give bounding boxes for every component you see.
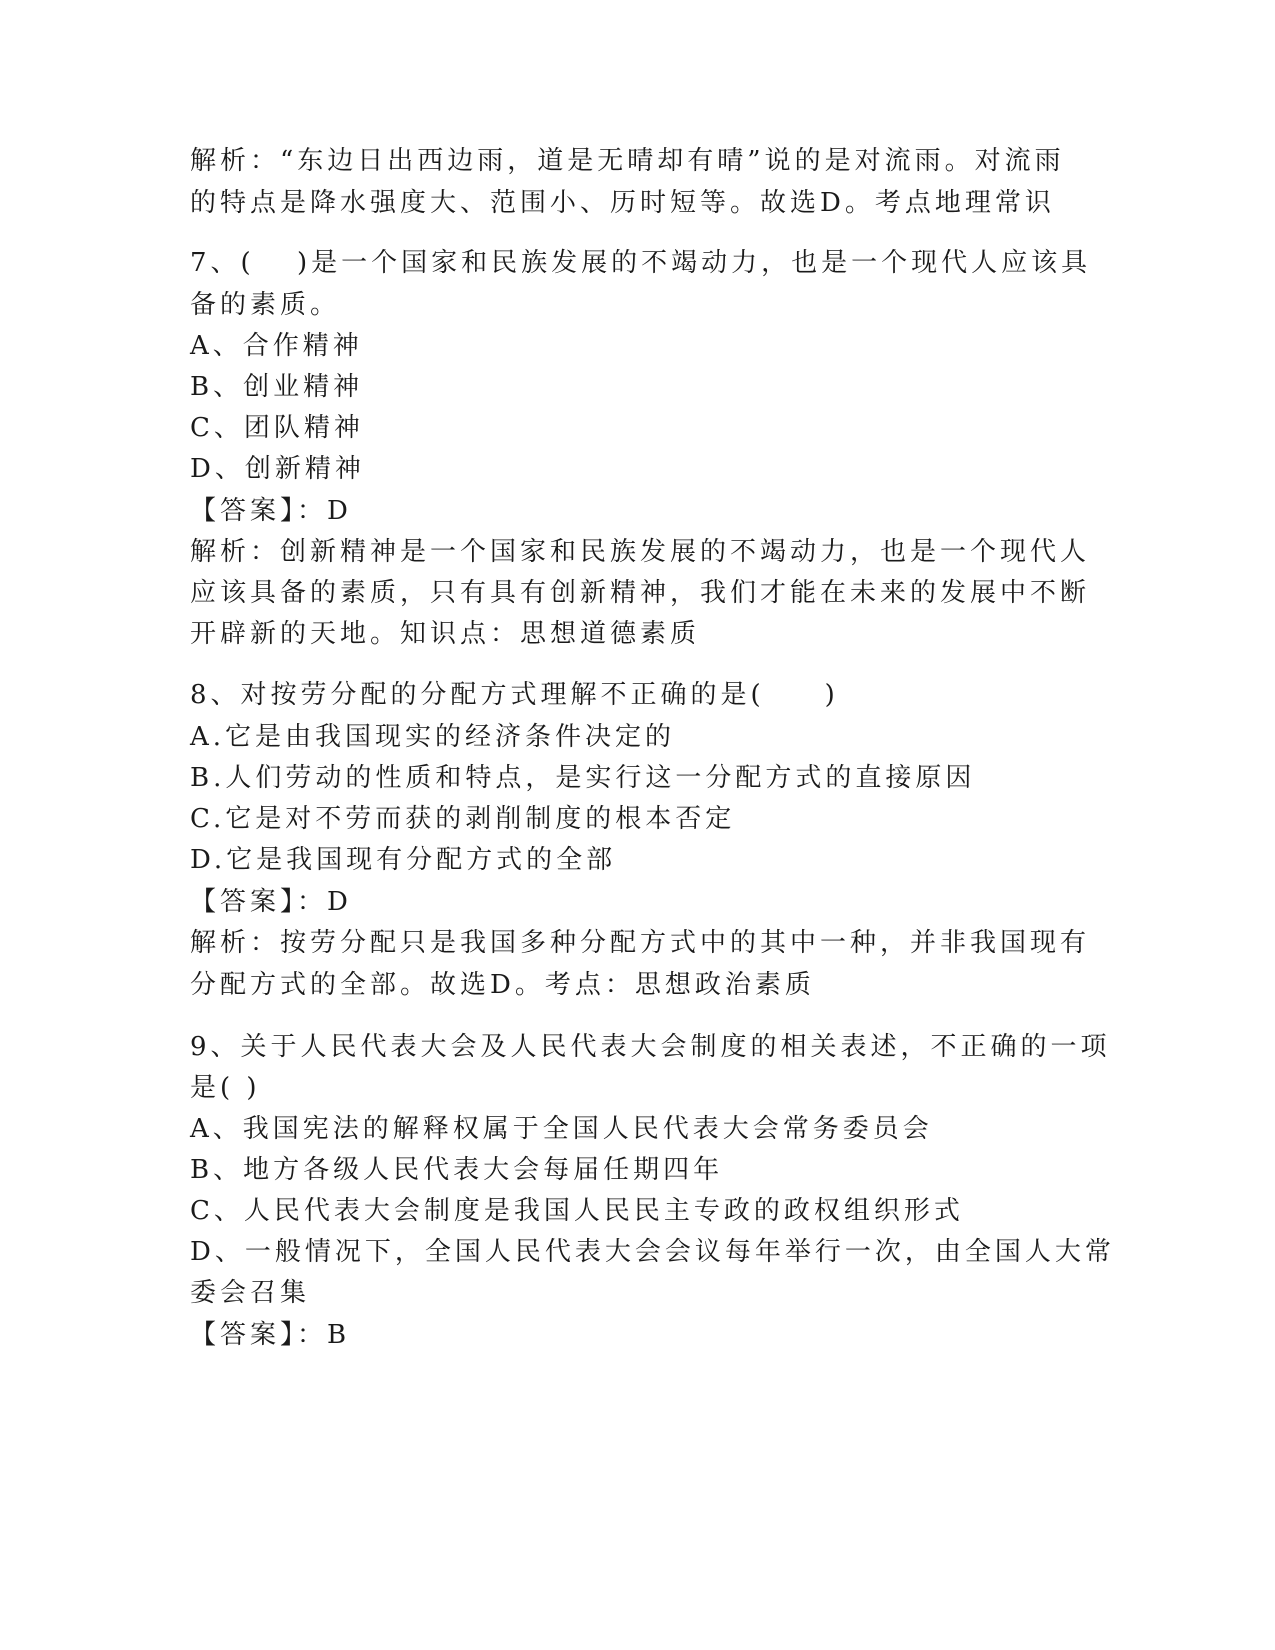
question-8-option-d: D.它是我国现有分配方式的全部 xyxy=(190,845,617,875)
question-8-option-a: A.它是由我国现实的经济条件决定的 xyxy=(190,722,676,752)
question-9-option-b: B、地方各级人民代表大会每届任期四年 xyxy=(190,1155,724,1185)
question-7-analysis: 应该具备的素质，只有具有创新精神，我们才能在未来的发展中不断 xyxy=(190,578,1091,608)
question-9-stem: 9、关于人民代表大会及人民代表大会制度的相关表述，不正确的一项 xyxy=(190,1032,1111,1062)
question-8-answer: 【答案】：D xyxy=(190,887,352,917)
question-7-option-a: A、合作精神 xyxy=(190,331,363,361)
question-7-answer: 【答案】：D xyxy=(190,496,352,526)
question-9-answer: 【答案】：B xyxy=(190,1320,351,1350)
question-7-stem: 7、( )是一个国家和民族发展的不竭动力，也是一个现代人应该具 xyxy=(190,248,1092,278)
question-8-analysis: 解析：按劳分配只是我国多种分配方式中的其中一种，并非我国现有 xyxy=(190,928,1091,958)
question-7-analysis: 解析：创新精神是一个国家和民族发展的不竭动力，也是一个现代人 xyxy=(190,537,1091,567)
question-7-stem: 备的素质。 xyxy=(190,290,341,320)
question-9-option-c: C、人民代表大会制度是我国人民民主专政的政权组织形式 xyxy=(190,1196,964,1226)
question-9-option-d-cont: 委会召集 xyxy=(190,1278,311,1308)
question-8-option-c: C.它是对不劳而获的剥削制度的根本否定 xyxy=(190,804,736,834)
question-7-option-d: D、创新精神 xyxy=(190,454,365,484)
analysis-line: 解析：“东边日出西边雨，道是无晴却有晴”说的是对流雨。对流雨 xyxy=(190,146,1065,176)
question-9-stem: 是( ) xyxy=(190,1073,261,1103)
question-7-analysis: 开辟新的天地。知识点：思想道德素质 xyxy=(190,619,701,649)
analysis-line: 的特点是降水强度大、范围小、历时短等。故选D。考点地理常识 xyxy=(190,188,1055,218)
question-9-option-a: A、我国宪法的解释权属于全国人民代表大会常务委员会 xyxy=(190,1114,933,1144)
question-7-option-b: B、创业精神 xyxy=(190,372,364,402)
question-8-analysis: 分配方式的全部。故选D。考点：思想政治素质 xyxy=(190,970,815,1000)
question-7-option-c: C、团队精神 xyxy=(190,413,364,443)
question-8-stem: 8、对按劳分配的分配方式理解不正确的是( ) xyxy=(190,680,839,710)
question-9-option-d: D、一般情况下，全国人民代表大会会议每年举行一次，由全国人大常 xyxy=(190,1237,1115,1267)
question-8-option-b: B.人们劳动的性质和特点，是实行这一分配方式的直接原因 xyxy=(190,763,976,793)
